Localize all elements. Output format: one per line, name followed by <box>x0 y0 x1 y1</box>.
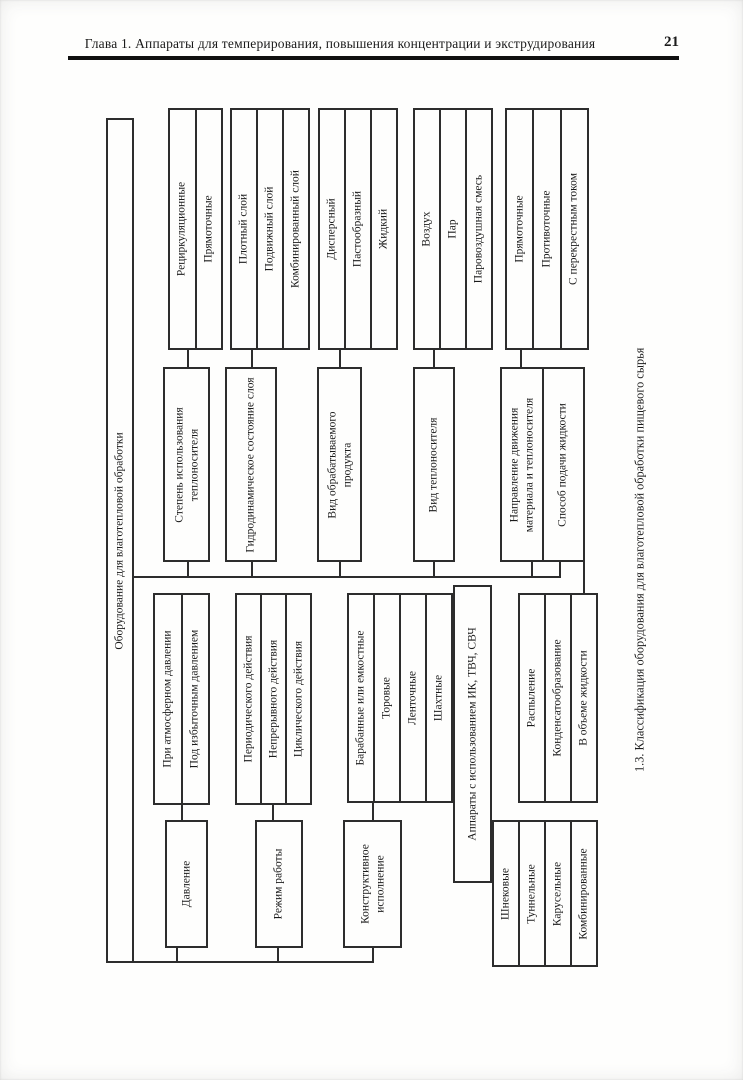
leaf-label: В объеме жидкости <box>577 650 590 746</box>
leaf-label: Противоточные <box>540 190 553 268</box>
leaf-label: Плотный слой <box>237 193 250 265</box>
chapter-header: Глава 1. Аппараты для темперирования, повышения концентрации и экструдирования <box>84 36 596 51</box>
leaf-label: Карусельные <box>551 861 564 926</box>
leaf-label: Прямоточные <box>513 195 526 263</box>
leaf-label: Шахтные <box>432 674 445 722</box>
leaf-label: Ленточные <box>406 670 419 726</box>
leaf-item <box>349 595 373 801</box>
category-layer-state <box>225 367 277 562</box>
leaf-label: Под избыточным давлением <box>188 629 201 769</box>
category-label: Вид обрабатываемого продукта <box>325 410 353 519</box>
leaf-group-layer-state <box>230 108 310 350</box>
leaf-group-pressure <box>153 593 210 805</box>
leaf-group-construction <box>347 593 453 803</box>
leaf-label: Барабанные или емкостные <box>354 630 367 766</box>
leaf-label: Периодического действия <box>242 635 255 763</box>
leaf-label: Конденсатообразование <box>551 639 564 757</box>
category-heat-use <box>163 367 210 562</box>
leaf-label: С перекрестным током <box>567 173 580 285</box>
leaf-item <box>570 822 596 965</box>
header-rule <box>68 56 679 60</box>
leaf-item <box>282 110 308 348</box>
category-product-kind <box>317 367 362 562</box>
leaf-label: Циклического действия <box>292 640 305 758</box>
leaf-item <box>181 595 209 803</box>
category-ik-tvch-svch <box>453 585 492 883</box>
leaf-label: Комбинированный слой <box>289 170 302 288</box>
connector-line <box>583 562 585 593</box>
connector-line <box>251 562 253 577</box>
category-flow-direction <box>502 369 542 560</box>
leaf-label: Туннельные <box>525 863 538 924</box>
category-liquid-feed <box>542 369 584 560</box>
leaf-label: Подвижный слой <box>263 186 276 272</box>
category-operation-mode <box>255 820 303 948</box>
leaf-item <box>344 110 370 348</box>
leaf-group-flow-direction <box>505 108 589 350</box>
leaf-item <box>320 110 344 348</box>
leaf-group-liquid-feed <box>518 593 598 803</box>
leaf-group-heat-carrier <box>413 108 493 350</box>
category-label: Вид теплоносителя <box>427 417 440 512</box>
leaf-item <box>260 595 285 803</box>
leaf-item <box>237 595 260 803</box>
trunk-line-lower <box>106 961 374 963</box>
leaf-item <box>195 110 222 348</box>
leaf-item <box>570 595 596 801</box>
connector-line <box>433 562 435 577</box>
leaf-item <box>465 110 491 348</box>
category-label: Способ подачи жидкости <box>556 402 569 527</box>
leaf-item <box>494 822 518 965</box>
connector-line <box>251 350 253 367</box>
category-pressure <box>165 820 208 948</box>
leaf-item <box>425 595 451 801</box>
leaf-group-ik-types <box>492 820 598 967</box>
leaf-item <box>544 822 570 965</box>
leaf-item <box>439 110 465 348</box>
connector-line <box>520 350 522 367</box>
connector-line <box>339 562 341 577</box>
leaf-label: Непрерывного действия <box>267 639 280 759</box>
leaf-item <box>232 110 256 348</box>
category-label: Конструктивное исполнение <box>358 844 386 924</box>
leaf-item <box>285 595 310 803</box>
connector-line <box>187 562 189 577</box>
trunk-line-upper <box>134 576 561 578</box>
category-label: Давление <box>180 860 193 908</box>
leaf-item <box>155 595 181 803</box>
category-label: Гидродинамическое состояние слоя <box>244 376 257 553</box>
category-flow-and-feed <box>500 367 585 562</box>
category-label: Направление движения материала и теплоносителя <box>508 397 535 532</box>
category-label: Режим работы <box>272 848 285 920</box>
leaf-label: Прямоточные <box>202 195 215 263</box>
connector-line <box>372 803 374 820</box>
connector-line <box>433 350 435 367</box>
leaf-label: Пар <box>446 219 459 239</box>
leaf-item <box>373 595 399 801</box>
connector-line <box>272 805 274 820</box>
leaf-item <box>544 595 570 801</box>
leaf-label: Жидкий <box>377 208 390 250</box>
category-label: Аппараты с использованием ИК, ТВЧ, СВЧ <box>466 627 479 841</box>
leaf-label: При атмосферном давлении <box>161 630 174 768</box>
leaf-label: Паровоздушная смесь <box>472 174 485 284</box>
category-label: Степень использования теплоносителя <box>172 406 200 523</box>
leaf-group-operation-mode <box>235 593 312 805</box>
leaf-item <box>256 110 282 348</box>
leaf-item <box>507 110 532 348</box>
leaf-label: Рециркуляционные <box>175 181 188 277</box>
leaf-label: Комбинированные <box>577 847 590 940</box>
leaf-item <box>532 110 559 348</box>
leaf-label: Шнековые <box>499 867 512 920</box>
category-construction <box>343 820 402 948</box>
leaf-label: Распыление <box>525 668 538 728</box>
connector-line <box>339 350 341 367</box>
connector-line <box>187 350 189 367</box>
leaf-item <box>399 595 425 801</box>
leaf-item <box>518 822 544 965</box>
figure-caption <box>627 292 653 772</box>
leaf-label: Воздух <box>420 211 433 247</box>
leaf-group-heat-use <box>168 108 223 350</box>
leaf-item <box>370 110 396 348</box>
leaf-item <box>520 595 544 801</box>
diagram-root-label: Оборудование для влаготепловой обработки <box>113 431 126 650</box>
leaf-label: Торовые <box>380 677 393 719</box>
category-heat-carrier <box>413 367 455 562</box>
leaf-item <box>415 110 439 348</box>
leaf-item <box>170 110 195 348</box>
leaf-group-product-kind <box>318 108 398 350</box>
diagram-root-box <box>106 118 134 963</box>
page-number: 21 <box>664 34 679 50</box>
figure-caption-text: 1.3. Классификация оборудования для влаготепловой обработки пищевого сырья <box>632 347 647 772</box>
connector-line <box>531 562 533 577</box>
leaf-label: Пастообразный <box>351 190 364 268</box>
leaf-item <box>560 110 587 348</box>
connector-line <box>559 562 561 577</box>
leaf-label: Дисперсный <box>325 198 338 260</box>
connector-line <box>181 805 183 820</box>
